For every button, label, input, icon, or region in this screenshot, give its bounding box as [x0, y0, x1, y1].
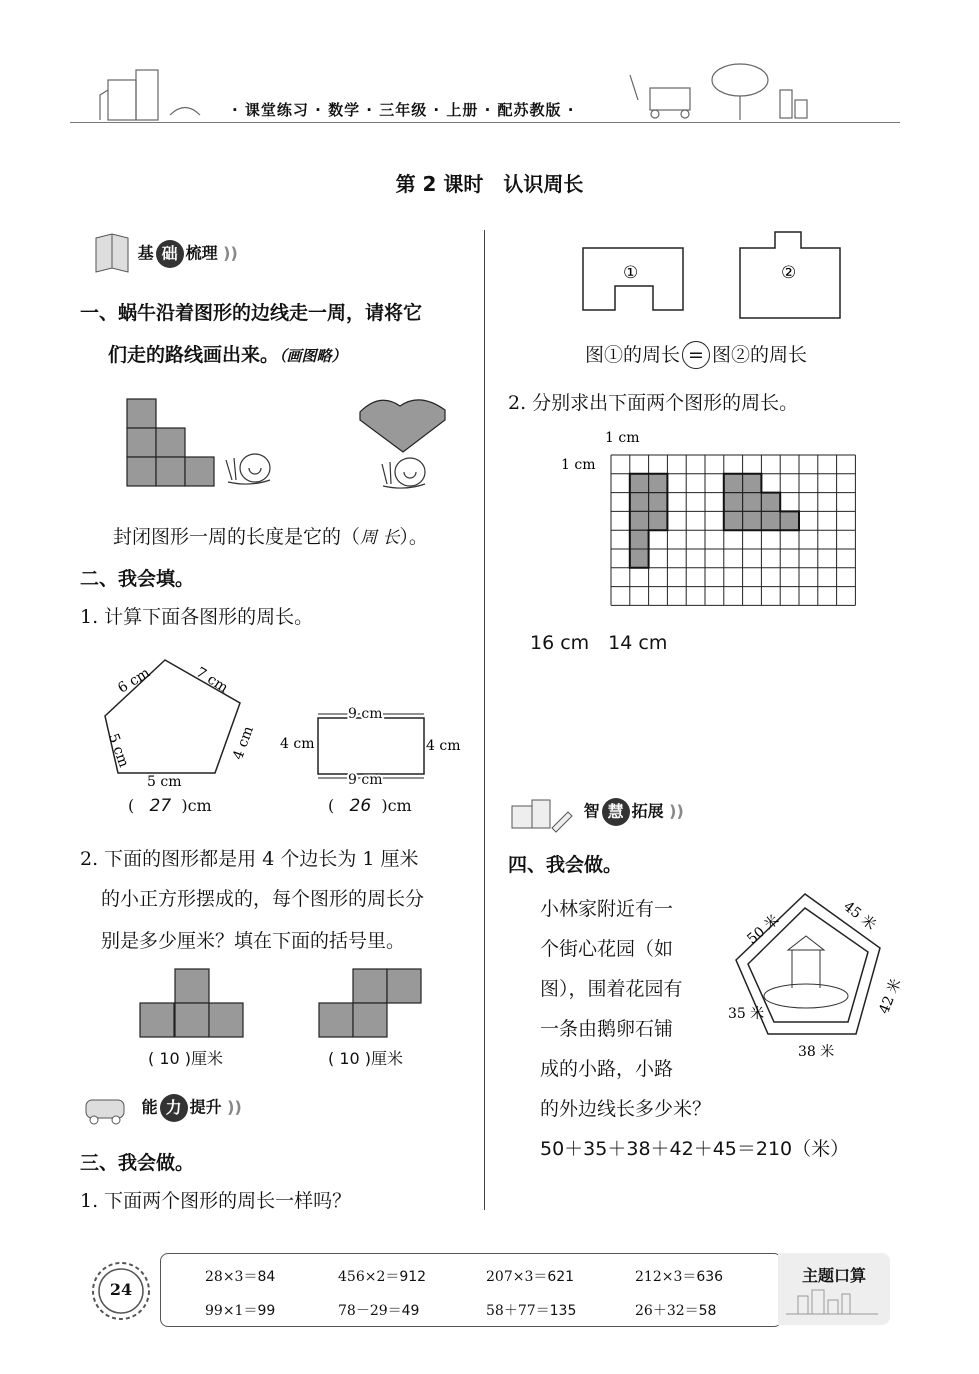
math-r2-c4 [635, 1300, 716, 1320]
section-wisdom-badge: 智 慧 拓展 )) [508, 792, 684, 832]
badge-text: 提升 [189, 1097, 222, 1117]
result: 49 [401, 1303, 420, 1319]
pentagon-answer-value: 27 [149, 796, 172, 816]
unit: )厘米 [184, 1049, 224, 1068]
pavilion-icon [764, 936, 848, 1008]
shapeA-answer-value: 10 [159, 1049, 180, 1068]
q4-answer: 50＋35＋38＋42＋45＝210（米） [540, 1138, 850, 1160]
garden-side-45: 45 米 [840, 898, 879, 934]
math-r1-c3 [486, 1266, 574, 1286]
book-icon [92, 232, 132, 276]
shaded-cell [630, 549, 649, 568]
badge-text: 拓展 [631, 801, 664, 821]
q1-fill [113, 518, 428, 557]
q4-line6: 的外边线长多少米？ [540, 1098, 712, 1120]
compare-left: 图①的周长 [585, 344, 681, 366]
rect-answer [328, 796, 412, 816]
shaded-cell [630, 474, 649, 493]
q1-fill-answer: 周 长 [360, 528, 400, 548]
column-divider [484, 230, 485, 1210]
q4-line4: 一条由鹅卵石铺 [540, 1018, 674, 1040]
math-r2-c2 [338, 1300, 419, 1320]
result: 135 [549, 1303, 577, 1319]
badge-text: 智 [583, 801, 600, 821]
figure-2-label: ② [781, 263, 797, 283]
rect-right-label: 4 cm [426, 738, 461, 754]
pentagon-figure [90, 648, 260, 788]
snail-icon [226, 454, 270, 484]
shaded-cell [649, 474, 668, 493]
expr: 78－29＝ [338, 1303, 402, 1319]
shaded-cell [630, 493, 649, 512]
q1-fill-prefix: 封闭图形一周的长度是它的（ [113, 526, 361, 548]
q2-sub1: 1. 计算下面各图形的周长。 [80, 606, 314, 628]
shaded-cell [724, 493, 743, 512]
q3-compare [585, 336, 807, 374]
section-ability-badge: 能 力 提升 )) [80, 1090, 242, 1126]
result: 84 [257, 1269, 276, 1285]
shaded-cell [724, 511, 743, 530]
q1-figures [120, 392, 460, 502]
paren: ( [328, 1049, 335, 1068]
car-icon [80, 1090, 136, 1126]
pentagon-side-5b: 5 cm [147, 774, 182, 790]
result: 99 [257, 1303, 276, 1319]
math-r2-c1 [205, 1300, 275, 1320]
result: 912 [399, 1269, 427, 1285]
rect-answer-value: 26 [349, 796, 372, 816]
q2-sub2-line3: 别是多少厘米？填在下面的括号里。 [101, 930, 406, 952]
q3-heading: 三、我会做。 [80, 1152, 195, 1174]
garden-side-35: 35 米 [728, 1006, 765, 1022]
expr: 26＋32＝ [635, 1303, 699, 1319]
mental-math-label-box [778, 1253, 890, 1325]
compare-right: 图②的周长 [712, 344, 808, 366]
garden-figure [728, 888, 905, 1063]
result: 58 [698, 1303, 717, 1319]
unit: )厘米 [364, 1049, 404, 1068]
q2-sub2-line1: 2. 下面的图形都是用 4 个边长为 1 厘米 [80, 848, 419, 870]
pentagon-side-7: 7 cm [193, 664, 231, 697]
q4-line5: 成的小路，小路 [540, 1058, 674, 1080]
grid-figure [555, 425, 875, 620]
shaded-cell [649, 493, 668, 512]
expr: 456×2＝ [338, 1269, 400, 1285]
math-r1-c4 [635, 1266, 723, 1286]
square-shapes [135, 965, 435, 1045]
pentagon-answer [128, 796, 212, 816]
paren: ( [148, 1049, 155, 1068]
shaded-cell [761, 511, 780, 530]
math-r1-c1 [205, 1266, 275, 1286]
paren: ( [328, 796, 335, 815]
expr: 212×3＝ [635, 1269, 697, 1285]
grid-left-label: 1 cm [561, 457, 596, 473]
books-icon [508, 792, 578, 832]
shaded-cell [630, 530, 649, 549]
shapeB-answer-value: 10 [339, 1049, 360, 1068]
badge-text: 基 [137, 243, 154, 263]
q4-heading: 四、我会做。 [508, 854, 623, 876]
badge-circle: 力 [160, 1094, 188, 1122]
lesson-title: 第 2 课时 认识周长 [395, 172, 584, 196]
shaded-cell [724, 474, 743, 493]
badge-text: 能 [141, 1097, 158, 1117]
q2-heading: 二、我会填。 [80, 568, 195, 590]
paren: ( [128, 796, 135, 815]
shaded-cell [630, 511, 649, 530]
pentagon-side-6: 6 cm [115, 664, 153, 697]
math-r1-c2 [338, 1266, 426, 1286]
pentagon-side-5a: 5 cm [104, 731, 132, 770]
result: 636 [696, 1269, 724, 1285]
q1-line1: 一、蜗牛沿着图形的边线走一周，请将它 [80, 302, 423, 324]
shaded-cell [743, 511, 762, 530]
math-r2-c3 [486, 1300, 576, 1320]
shaded-cell [649, 511, 668, 530]
unit: )cm [381, 796, 412, 815]
shapeA-answer [148, 1046, 223, 1069]
figure-1-label: ① [623, 263, 639, 283]
badge-circle: 慧 [602, 798, 630, 826]
q3-figures [575, 228, 850, 323]
expr: 58＋77＝ [486, 1303, 550, 1319]
q4-line1: 小林家附近有一 [540, 898, 674, 920]
header-rule [70, 122, 900, 123]
q4-line3: 图），围着花园有 [540, 978, 683, 1000]
unit: )cm [181, 796, 212, 815]
q3-sub2: 2. 分别求出下面两个图形的周长。 [508, 392, 799, 414]
q2-sub2-line2: 的小正方形摆成的，每个图形的周长分 [101, 888, 425, 910]
grid-answers: 16 cm 14 cm [530, 632, 668, 654]
shaded-cell [761, 493, 780, 512]
q3-sub1: 1. 下面两个图形的周长一样吗？ [80, 1190, 352, 1212]
badge-circle: 础 [156, 240, 184, 268]
book-series: · 课堂练习 · 数学 · 三年级 · 上册 · 配苏教版 · [232, 101, 575, 119]
city-skyline-icon [778, 1286, 888, 1316]
shaded-cell [743, 493, 762, 512]
q1-line2-text: 们走的路线画出来。 [108, 344, 280, 366]
shaded-cell [743, 474, 762, 493]
section-basic-badge: 基 础 梳理 )) [92, 232, 238, 276]
garden-side-38: 38 米 [798, 1044, 835, 1060]
page-number: 24 [109, 1280, 133, 1299]
expr: 28×3＝ [205, 1269, 258, 1285]
rectangle-figure [278, 700, 468, 795]
pentagon-side-4: 4 cm [230, 724, 257, 763]
shapeB-answer [328, 1046, 403, 1069]
q1-fill-suffix: ）。 [399, 526, 428, 548]
result: 621 [547, 1269, 575, 1285]
garden-side-42: 42 米 [876, 976, 905, 1017]
badge-text: 梳理 [185, 243, 218, 263]
rect-bottom-label: 9 cm [348, 772, 383, 788]
expr: 207×3＝ [486, 1269, 548, 1285]
expr: 99×1＝ [205, 1303, 258, 1319]
rect-left-label: 4 cm [280, 736, 315, 752]
mental-math-label: 主题口算 [801, 1266, 866, 1285]
q4-line2: 个街心花园（如 [540, 938, 674, 960]
q1-line2 [108, 336, 347, 375]
q1-answer-note: （画图略） [279, 347, 347, 365]
rect-top-label: 9 cm [348, 706, 383, 722]
grid-top-label: 1 cm [605, 430, 640, 446]
snail-icon [382, 458, 425, 488]
compare-symbol: = [682, 341, 710, 369]
shaded-cell [780, 511, 799, 530]
garden-side-50: 50 米 [744, 912, 783, 948]
